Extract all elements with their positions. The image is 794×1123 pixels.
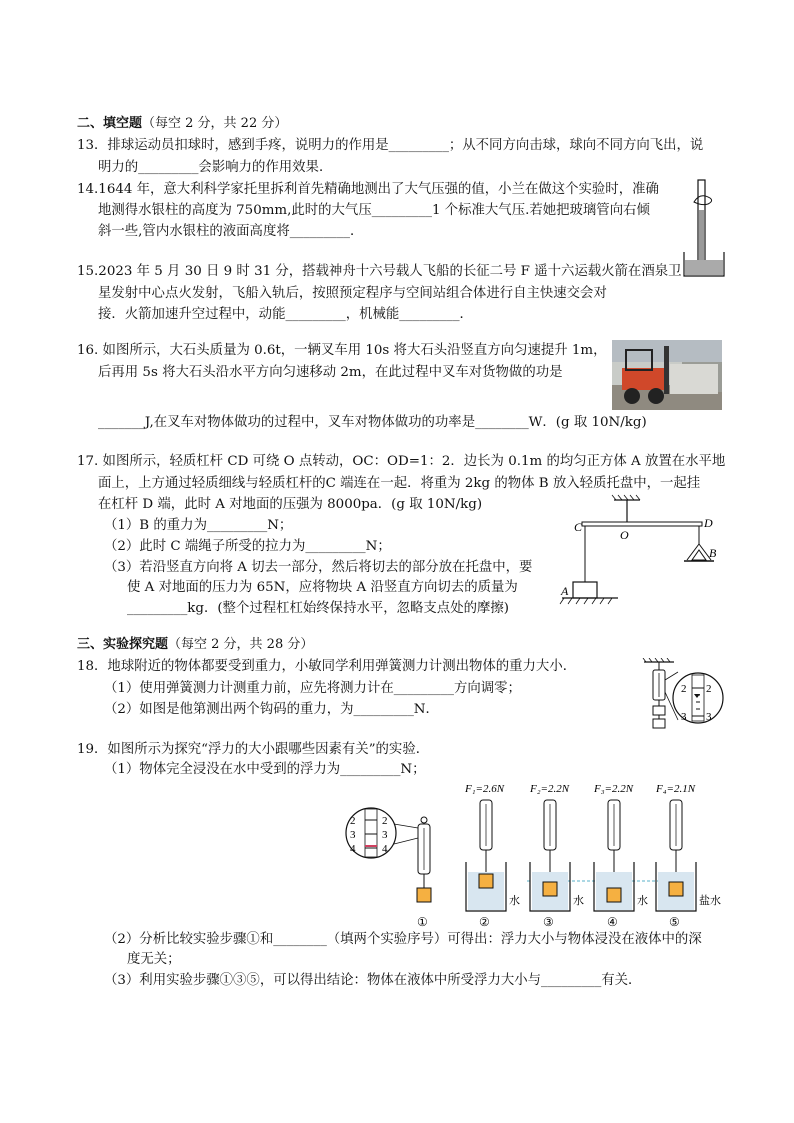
forklift-mast	[664, 346, 669, 394]
mag-tick-4-left: 4	[350, 843, 356, 855]
wheel-icon	[648, 388, 664, 404]
q17-line-2: 面上，上方通过轻质细线与轻质杠杆的C 端连在一起．将重为 2kg 的物体 B 放入轻质托盘中，一起挂	[98, 476, 701, 491]
lever-figure	[556, 494, 728, 608]
setup-2	[464, 783, 520, 928]
setup-5	[655, 783, 721, 928]
step-5-label: ⑤	[669, 915, 680, 928]
q17-sub-3c: _________kg．(整个过程杠杠始终保持水平，忽略支点处的摩擦)	[127, 601, 509, 616]
mercury-pool	[685, 260, 723, 275]
q17-sub-3a: （3）若沿竖直方向将 A 切去一部分，然后将切去的部分放在托盘中，要	[104, 560, 533, 575]
rock-icon	[670, 364, 718, 394]
mag-tick-3-right: 3	[382, 829, 388, 841]
q18-line-1: 18．地球附近的物体都要受到重力，小敏同学利用弹簧测力计测出物体的重力大小．	[77, 659, 577, 674]
buoyancy-figure	[344, 778, 730, 928]
water-label: 水	[637, 895, 648, 907]
force-label-2: F₁=2.6N	[465, 783, 505, 795]
lever-bar	[582, 522, 702, 526]
mag-tick-2-left: 2	[350, 815, 356, 827]
q15-line-1: 15.2023 年 5 月 30 日 9 时 31 分，搭载神舟十六号载人飞船的长征二号 F 遥十六运载火箭在酒泉卫	[77, 264, 682, 279]
wheel-icon	[624, 388, 640, 404]
section-2-heading	[77, 114, 287, 133]
spring-scale-figure	[640, 658, 726, 740]
q15-line-2: 星发射中心点火发射，飞船入轨后，按照预定程序与空间站组合体进行自主快速交会对	[98, 286, 607, 301]
weight-2	[653, 719, 665, 728]
section-3-note: （每空 2 分，共 28 分）	[168, 637, 314, 652]
q17-line-3: 在杠杆 D 端，此时 A 对地面的压强为 8000pa．(g 取 10N/kg)	[98, 497, 483, 512]
q19-sub-2b: 度无关；	[127, 952, 181, 967]
mag-tick-2-right: 2	[382, 815, 388, 827]
tick-3-left: 3	[681, 711, 687, 723]
pointer-icon	[365, 845, 377, 847]
q13-line-2: 明力的_________会影响力的作用效果．	[98, 160, 333, 175]
step-2-label: ②	[479, 915, 490, 928]
label-d: D	[704, 516, 713, 530]
water-label: 水	[509, 895, 520, 907]
q18-sub-1: （1）使用弹簧测力计测重力前，应先将测力计在_________方向调零；	[104, 681, 521, 696]
section-3-title: 三、实验探究题	[77, 637, 169, 652]
section-2-title: 二、填空题	[77, 116, 143, 131]
cube	[543, 882, 557, 896]
q17-sub-1: （1）B 的重力为_________N；	[104, 518, 293, 533]
q17-sub-3b: 使 A 对地面的压力为 65N，应将物块 A 沿竖直方向切去的质量为	[127, 580, 518, 595]
q17-sub-2: （2）此时 C 端绳子所受的拉力为_________N；	[104, 539, 391, 554]
mag-tick-3-left: 3	[350, 829, 356, 841]
q14-line-2: 地测得水银柱的高度为 750mm,此时的大气压_________1 个标准大气压.若她把玻璃管向右倾	[98, 203, 650, 218]
q18-sub-2: （2）如图是他第测出两个钩码的重力，为_________N．	[104, 702, 439, 717]
q16-line-2: 后再用 5s 将大石头沿水平方向匀速移动 2m，在此过程中叉车对货物做的功是	[98, 365, 563, 380]
cube-a	[573, 582, 597, 598]
salt-water-label: 盐水	[699, 895, 721, 907]
force-label-5: F₄=2.1N	[656, 783, 696, 795]
water-label: 水	[573, 895, 584, 907]
q16-line-1: 16. 如图所示，大石头质量为 0.6t，一辆叉车用 10s 将大石头沿竖直方向匀速提升 1m，	[77, 343, 607, 358]
q19-sub-2a: （2）分析比较实验步骤①和________（填两个实验序号）可得出：浮力大小与物体浸没在液体中的深	[104, 932, 702, 947]
weight-1	[653, 706, 665, 715]
section-2-note: （每空 2 分，共 22 分）	[142, 116, 288, 131]
q14-line-3: 斜一些,管内水银柱的液面高度将_________．	[98, 224, 364, 239]
q16-line-3: _______J,在叉车对物体做功的过程中，叉车对物体做功的功率是________W．(g 取 10N/kg)	[98, 415, 647, 430]
torricelli-figure	[680, 172, 728, 282]
step-4-label: ④	[607, 915, 618, 928]
mercury-column	[699, 210, 704, 266]
step-3-label: ③	[543, 915, 554, 928]
label-b: B	[709, 546, 717, 560]
section-3-heading	[77, 635, 313, 654]
tick-3-right: 3	[706, 711, 712, 723]
hand-icon	[694, 196, 712, 205]
force-label-3: F₂=2.2N	[530, 783, 570, 795]
label-c: C	[574, 520, 583, 534]
setup-4	[593, 783, 648, 928]
cube	[479, 874, 493, 888]
label-o: O	[620, 528, 629, 542]
q19-sub-1: （1）物体完全浸没在水中受到的浮力为_________N；	[104, 762, 426, 777]
q15-line-3: 接．火箭加速升空过程中，动能_________，机械能_________．	[98, 307, 473, 322]
tick-2-left: 2	[681, 683, 687, 695]
q17-line-1: 17. 如图所示，轻质杠杆 CD 可绕 O 点转动，OC：OD=1：2．边长为 0.1m 的均匀正方体 A 放置在水平地	[77, 454, 726, 469]
q14-line-1: 14.1644 年，意大利科学家托里拆利首先精确地测出了大气压强的值，小兰在做这个实验时，准确	[77, 182, 659, 197]
setup-1	[417, 817, 431, 928]
object-b	[692, 550, 706, 560]
cube	[607, 888, 621, 902]
forklift-body	[622, 368, 668, 390]
q19-line-1: 19．如图所示为探究“浮力的大小跟哪些因素有关”的实验．	[77, 742, 430, 757]
step-1-label: ①	[417, 915, 428, 928]
cube	[417, 888, 431, 902]
q19-sub-3: （3）利用实验步骤①③⑤，可以得出结论：物体在液体中所受浮力大小与_________有关．	[104, 973, 642, 988]
q13-line-1: 13．排球运动员扣球时，感到手疼，说明力的作用是_________；从不同方向击球，球向不同方向飞出，说	[77, 138, 704, 153]
forklift-photo	[612, 340, 722, 410]
force-label-4: F₃=2.2N	[594, 783, 634, 795]
mag-tick-4-right: 4	[382, 843, 388, 855]
tick-2-right: 2	[706, 683, 712, 695]
cube	[669, 882, 683, 896]
setup-3	[529, 783, 584, 928]
label-a: A	[561, 584, 569, 598]
